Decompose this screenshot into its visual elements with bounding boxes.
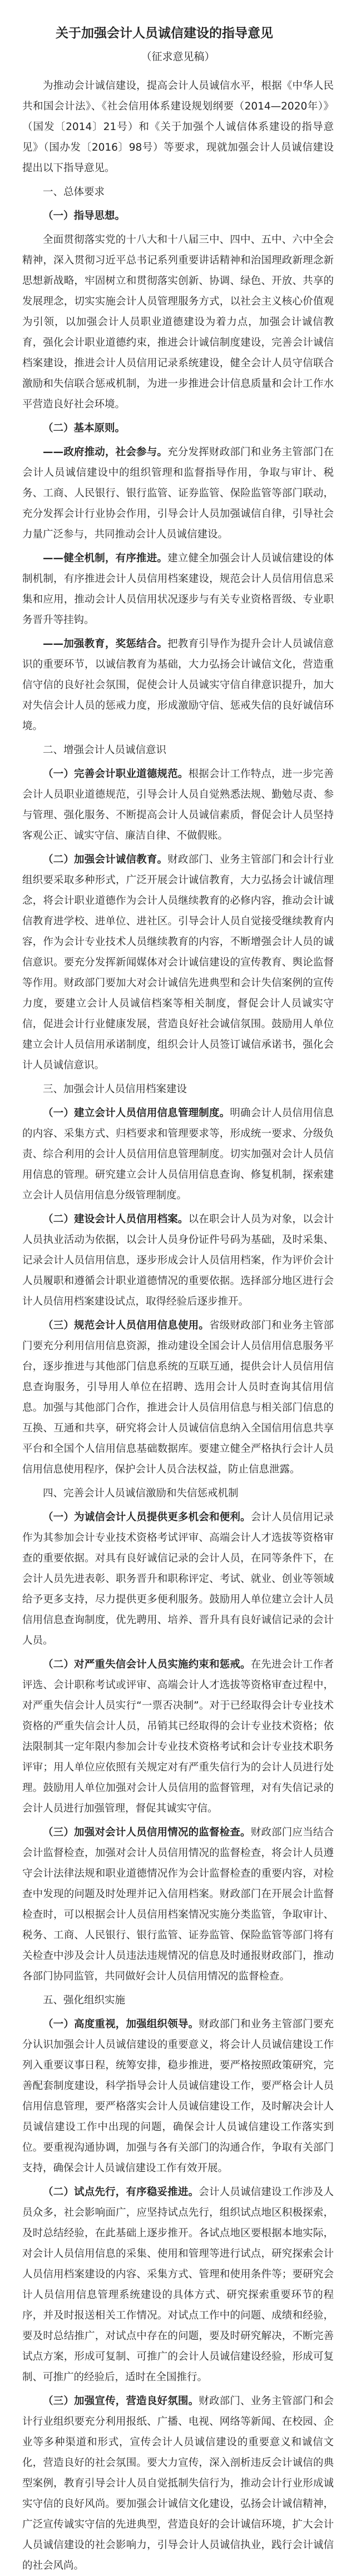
lead-paragraph [22,1507,334,1651]
paragraph-text: 以在职会计人员为对象，以会计人员执业活动为依据，以会计人员身份证件号码为基础，及时采集、记录会计人员信用信息，逐步形成会计人员信用档案，作为评价会计人员履职和遵循会计职业道德情况的重要依据。选择部分地区进行会计人员信用档案建设试点，取得经验后逐步推开。 [22,1214,334,1307]
section-heading: 四、完善会计人员诚信激励和失信惩戒机制 [43,1488,239,1499]
paragraph-lead: （二）对严重失信会计人员实施约束和惩戒。 [43,1659,251,1670]
document-subtitle: （征求意见稿） [141,51,215,63]
paragraph-lead: ——加强教育，奖惩结合。 [43,638,168,650]
lead-paragraph [22,1315,334,1480]
lead-paragraph [22,2391,334,2576]
lead-paragraph [22,1103,334,1206]
section-heading: 五、强化组织实施 [43,1995,126,2006]
lead-paragraph [22,634,334,737]
paragraph-text: 把教育引导作为提升会计人员诚信意识的重要环节，以诚信教育为基础，大力弘扬会计诚信文化，营造重信守信的良好社会氛围，促使会计人员诚实守信自律意识提升，加大对失信会计人员的惩戒力度，形成激励守信、惩戒失信的良好诚信环境。 [22,638,334,732]
paragraph-text: 会计人员诚信建设工作涉及人员众多，社会影响面广，应坚持试点先行，组织试点地区积极探索，及时总结经验，在此基础上逐步推开。各试点地区要根据本地实际，对会计人员信用信息的采集、使用和管理等进行试点，研究探索会计人员信用档案建设的内容、采集方式、管理和使用条件等；要研究会计人员信用信息管理系统建设的具体方式、研究探索重要环节的程序，并及时报送相关工作情况。对试点工作中的问题、成绩和经验，要及时总结推广，对试点中存在的问题，要及时研究解决，不断完善试点方案，形成可复制、可推广的会计人员诚信建设经验，形成可复制、可推广的经验后，适时在全国推行。 [22,2186,334,2383]
paragraph-text: 会计人员信用记录作为其参加会计专业技术资格考试评审、高端会计人才选拔等资格审查的重要依据。对具有良好诚信记录的会计人员，在同等条件下，在会计人员先进表彰、职务晋升和职称评定、考试、就业、创业等领域给予更多支持，尽力提供更多便利服务。鼓励用人单位建立会计人员信用信息查询制度，优先聘用、培养、晋升具有良好诚信记录的会计人员。 [22,1511,334,1647]
paragraph-lead: （一）高度重视，加强组织领导。 [43,2018,199,2030]
paragraph-lead: （三）加强对会计人员信用情况的监督检查。 [43,1827,251,1838]
subsection-heading: （一）指导思想。 [43,210,126,222]
paragraph-text: 财政部门应当结合会计监督检查，加强对会计人员信用情况的监督检查，将会计人员遵守会计法律法规和职业道德情况作为会计监督检查的重要内容，对检查中发现的问题及时处理并记入信用档案。财政部门在开展会计监督检查时，可以根据会计人员信用档案情况实施分类监管，争取审计、税务、工商、人民银行、银行监管、证券监管、保险监管等部门将有关检查中涉及会计人员违法违规情况的信息及时通报财政部门，推动各部门协同监管，共同做好会计人员信用情况的监督检查。 [22,1827,334,1982]
lead-paragraph [22,764,334,846]
section-heading: 一、总体要求 [43,186,105,198]
paragraph-lead: （一）建立会计人员信用信息管理制度。 [43,1107,230,1119]
lead-paragraph [22,442,334,545]
paragraph-lead: ——健全机制，有序推进。 [43,553,168,564]
paragraph-lead: （三）规范会计人员信用信息使用。 [43,1320,209,1331]
paragraph-lead: （二）建设会计人员信用档案。 [43,1214,189,1225]
body-paragraph: 全面贯彻落实党的十八大和十八届三中、四中、五中、六中全会精神，深入贯彻习近平总书记系列重要讲话精神和治国理政新理念新思想新战略，牢固树立和贯彻落实创新、协调、绿色、开放、共享的发展理念，切实实施会计人员管理服务方式，以社会主义核心价值观为引领，以加强会计人员职业道德建设为着力点，加强会计诚信教育，强化会计职业道德约束，推进会计诚信制度建设，完善会计诚信档案建设，推进会计人员信用记录系统建设，健全会计人员守信联合激励和失信联合惩戒机制，为进一步推进会计信息质量和会计工作水平营造良好社会环境。 [22,234,334,410]
lead-paragraph [22,2182,334,2388]
document-body [22,182,334,2576]
paragraph-lead: （一）为诚信会计人员提供更多机会和便利。 [43,1511,251,1523]
lead-paragraph [22,2014,334,2179]
lead-paragraph [22,1822,334,1987]
section-heading: 三、加强会计人员信用档案建设 [43,1083,187,1095]
document-title: 关于加强会计人员诚信建设的指导意见 [56,26,273,41]
lead-paragraph [22,548,334,630]
intro-paragraph: 为推动会计诚信建设，提高会计人员诚信水平，根据《中华人民共和国会计法》、《社会信用体系建设规划纲要（2014—2020年）》（国发〔2014〕21号）和《关于加强个人诚信体系建设的指导意见》（国办发〔2016〕98号）等要求，现就加强会计人员诚信建设提出以下指导意见。 [22,80,334,174]
paragraph-text: 财政部门、业务主管部门和会计行业组织要充分利用报纸、广播、电视、网络等新闻、在校园、企业等多种渠道和形式，宣传会计人员诚信建设的重要意义和诚信文化，营造良好的社会氛围。要大力宣传，深入剖析违反会计诚信的典型案例，教育引导会计人员自觉抵制失信行为，推动会计行业形成诚实守信的良好风尚。要加强会计诚信文化建设，弘扬会计诚信精神，广泛宣传诚实守信的先进典型，营造良好的会计诚信环境，扩大会计人员诚信建设的社会影响力，引导会计人员诚信执业，践行会计诚信的社会风尚。 [22,2395,334,2572]
lead-paragraph [22,1654,334,1819]
paragraph-lead: （三）加强宣传，营造良好氛围。 [43,2395,199,2407]
section-heading: 二、增强会计人员诚信意识 [43,744,167,756]
paragraph-text: 明确会计人员信用信息的内容、采集方式、归档要求和管理要求等，形成统一要求、分级负责、综合利用的会计人员信用信息管理制度。切实加强对会计人员信用信息的管理。研究建立会计人员信用信息查询、修复机制，探索建立会计人员信用信息分级管理制度。 [22,1107,334,1201]
lead-paragraph [22,1209,334,1312]
paragraph-text: 省级财政部门和业务主管部门要充分利用信用信息资源，推动建设全国会计人员信用信息服务平台，逐步推进与其他部门信息系统的互联互通，提供会计人员信用信息查询服务，引导用人单位在招聘、选用会计人员时查询其信用信息。加强与其他部门合作，推进会计人员信用信息与相关部门信息的互换、互通和共享，研究将会计人员诚信信息纳入全国信用信息共享平台和全国个人信用信息基础数据库。要建立健全严格执行会计人员信用信息使用程序，保护会计人员合法权益，防止信息泄露。 [22,1320,334,1475]
subsection-heading: （二）基本原则。 [43,422,126,434]
paragraph-lead: ——政府推动，社会参与。 [43,446,168,458]
paragraph-lead: （一）完善会计职业道德规范。 [43,768,189,780]
paragraph-text: 财政部门、业务主管部门和会计行业组织要采取多种形式，广泛开展会计诚信教育，大力弘扬会计诚信理念，将会计职业道德作为会计人员继续教育的必修内容，推动会计诚信教育进学校、进单位、进社区。引导会计人员自觉接受继续教育内容，作为会计专业技术人员继续教育的内容，不断增强会计人员的诚信意识。要充分发挥新闻媒体对会计诚信建设的宣传教育、舆论监督等作用。财政部门要加大对会计诚信先进典型和会计失信案例的宣传力度，要建立会计人员诚信档案等相关制度，督促会计人员诚实守信，促进会计行业健康发展，营造良好社会诚信氛围。鼓励用人单位建立会计人员信用承诺制度，组织会计人员签订诚信承诺书，强化会计人员诚信意识。 [22,854,334,1071]
lead-paragraph [22,849,334,1076]
paragraph-lead: （二）加强会计诚信教育。 [43,854,168,866]
paragraph-text: 财政部门和业务主管部门要充分认识加强会计人员诚信建设的重要意义，将会计人员诚信建设工作列入重要议事日程，统筹安排，稳步推进，要严格按照政策研究，完善配套制度建设，科学指导会计人员诚信建设工作，要严格会计人员信用信息管理，要严格落实会计人员诚信建设工作，及时解决会计人员诚信建设工作中出现的问题，确保会计人员诚信建设工作落实到位。要重视沟通协调，加强与各有关部门的沟通合作，争取有关部门支持，确保会计人员诚信建设工作有效开展。 [22,2018,334,2174]
paragraph-text: 充分发挥财政部门和业务主管部门在会计人员诚信建设中的组织管理和监督指导作用，争取与审计、税务、工商、人民银行、银行监管、证券监管、保险监管等部门联动，充分发挥会计行业协会作用，引导会计人员加强诚信自律，引导社会力量广泛参与，共同推动会计人员诚信建设。 [22,446,334,540]
paragraph-text: 根据会计工作特点，进一步完善会计人员职业道德规范，引导会计人员自觉熟悉法规、勤勉尽责、参与管理、强化服务、不断提高会计人员诚信素质，督促会计人员坚持客观公正、诚实守信、廉洁自律、不做假账。 [22,768,334,842]
paragraph-text: 在先进会计工作者评选、会计职称考试或评审、高端会计人才选拔等资格审查过程中，对严重失信会计人员实行“一票否决制”。对于已经取得会计专业技术资格的严重失信会计人员，吊销其已经取得的会计专业技术资格；依法限制其一定年限内参加会计专业技术资格考试和会计专业技术职务评审；用人单位应依照有关规定对有严重失信行为的会计人员进行处理。鼓励用人单位加强对会计人员信用的监督管理，对有失信记录的会计人员进行加强管理，督促其诚实守信。 [22,1659,334,1814]
paragraph-lead: （二）试点先行，有序稳妥推进。 [43,2186,199,2198]
paragraph-text: 建立健全加强会计人员诚信建设的体制机制，有序推进会计人员信用档案建设，规范会计人员信用信息采集和应用，推动会计人员信用状况逐步与有关专业资格晋级、专业职务晋升等挂钩。 [22,553,334,626]
